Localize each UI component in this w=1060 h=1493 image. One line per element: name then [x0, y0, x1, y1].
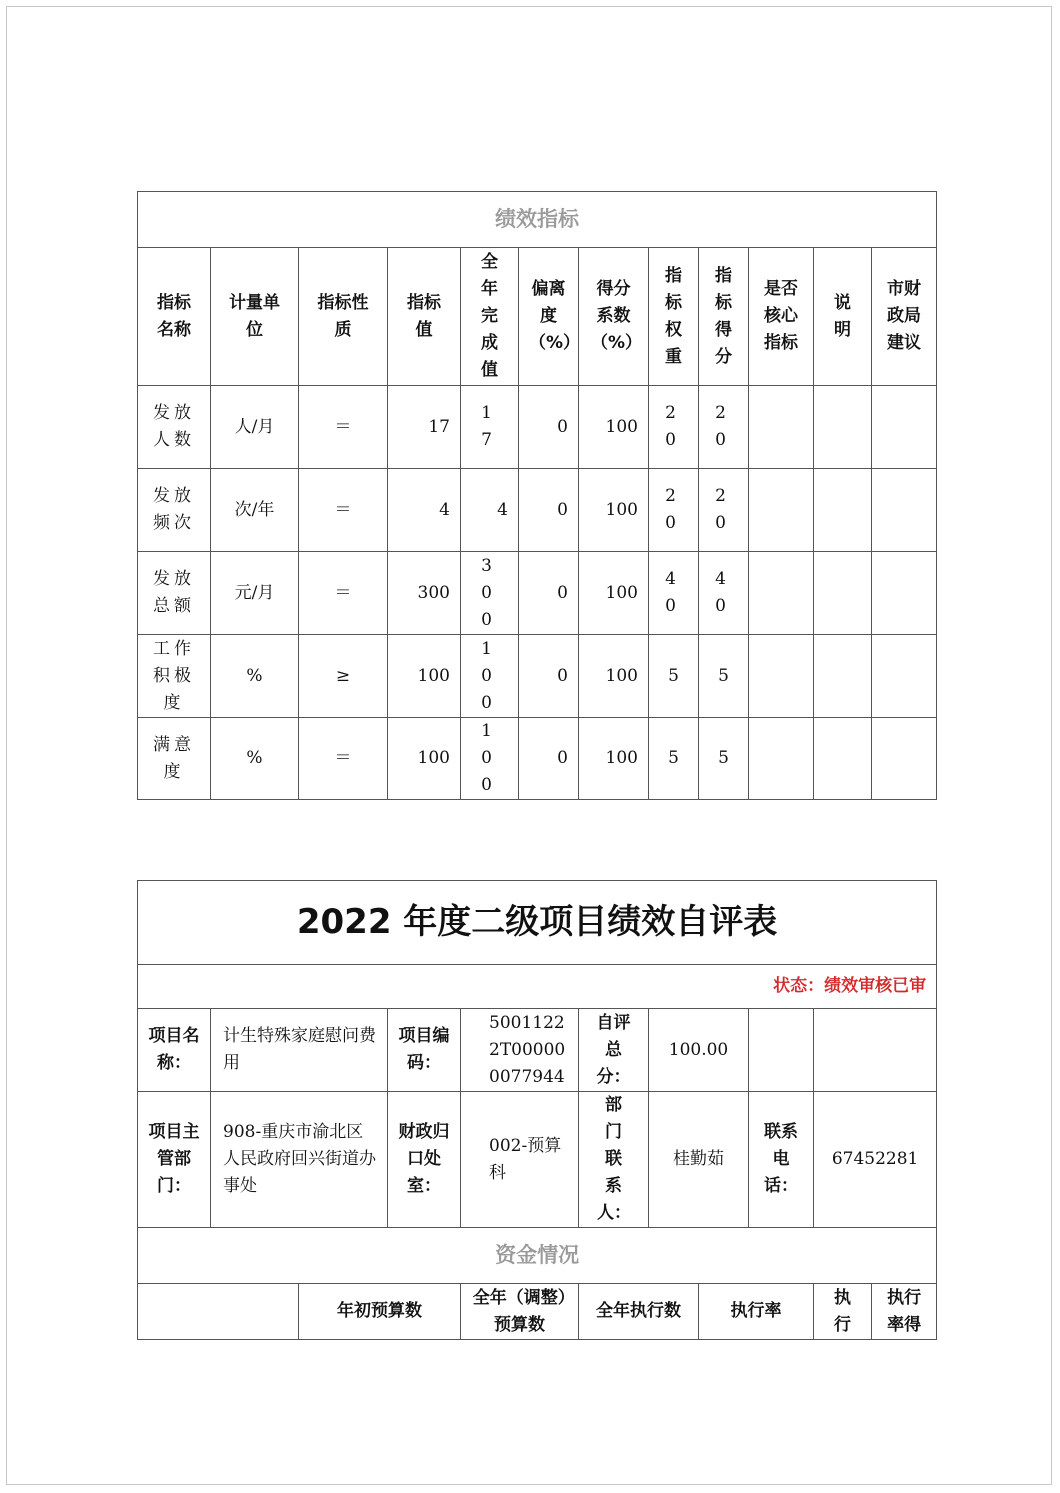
indicator-coefficient: 100	[579, 552, 649, 635]
self-evaluation-form-table	[137, 880, 937, 1340]
indicator-deviation: 0	[519, 718, 579, 800]
indicator-note	[814, 552, 872, 635]
empty-cell	[749, 1009, 814, 1092]
indicator-core	[749, 718, 814, 800]
contact-value: 桂勤茹	[649, 1092, 749, 1228]
table-row	[138, 552, 937, 635]
table-row	[138, 386, 937, 469]
status-badge: 状态：绩效审核已审	[138, 965, 937, 1009]
indicator-advice	[872, 469, 937, 552]
indicator-nature: ＝	[299, 469, 388, 552]
funds-header-executed: 全年执行数	[579, 1284, 699, 1340]
indicator-score: 5	[699, 718, 749, 800]
project-code-label: 项目编码：	[388, 1009, 461, 1092]
indicator-advice	[872, 552, 937, 635]
funds-header-execution-rate: 执行率	[699, 1284, 814, 1340]
indicator-deviation: 0	[519, 469, 579, 552]
header-score-coefficient: 得分系数（%）	[579, 248, 649, 386]
indicator-core	[749, 386, 814, 469]
header-is-core: 是否核心指标	[749, 248, 814, 386]
department-info-row	[138, 1092, 937, 1228]
indicator-score: 20	[699, 386, 749, 469]
project-name-label: 项目名称：	[138, 1009, 211, 1092]
indicator-note	[814, 718, 872, 800]
performance-header-row	[138, 248, 937, 386]
indicator-unit: 人/月	[211, 386, 299, 469]
indicator-unit: %	[211, 635, 299, 718]
indicator-actual: 100	[461, 718, 519, 800]
table-row	[138, 635, 937, 718]
funds-header-execution-rate-score: 执行率得	[872, 1284, 937, 1340]
indicator-unit: %	[211, 718, 299, 800]
indicator-score: 5	[699, 635, 749, 718]
contact-label: 部门联系人：	[579, 1092, 649, 1228]
indicator-nature: ＝	[299, 718, 388, 800]
table-row	[138, 718, 937, 800]
section-title-performance: 绩效指标	[138, 192, 937, 248]
self-score-label: 自评总分：	[579, 1009, 649, 1092]
indicator-weight: 20	[649, 469, 699, 552]
indicator-coefficient: 100	[579, 635, 649, 718]
header-actual-value: 全年完成值	[461, 248, 519, 386]
indicator-score: 20	[699, 469, 749, 552]
indicator-core	[749, 469, 814, 552]
indicator-note	[814, 469, 872, 552]
indicator-name: 工作积极度	[138, 635, 211, 718]
indicator-coefficient: 100	[579, 386, 649, 469]
indicator-weight: 5	[649, 635, 699, 718]
project-name-value: 计生特殊家庭慰问费用	[211, 1009, 388, 1092]
header-target-value: 指标值	[388, 248, 461, 386]
header-nature: 指标性质	[299, 248, 388, 386]
indicator-actual: 4	[461, 469, 519, 552]
project-code-value: 50011222T000000077944	[461, 1009, 579, 1092]
indicator-weight: 40	[649, 552, 699, 635]
indicator-weight: 5	[649, 718, 699, 800]
indicator-deviation: 0	[519, 635, 579, 718]
funds-header-execution: 执行	[814, 1284, 872, 1340]
finance-office-label: 财政归口处室：	[388, 1092, 461, 1228]
indicator-name: 满意度	[138, 718, 211, 800]
phone-label: 联系电话：	[749, 1092, 814, 1228]
indicator-target: 100	[388, 718, 461, 800]
indicator-nature: ＝	[299, 552, 388, 635]
dept-label: 项目主管部门：	[138, 1092, 211, 1228]
document-page	[6, 6, 1052, 1485]
indicator-core	[749, 635, 814, 718]
table-row	[138, 469, 937, 552]
indicator-score: 40	[699, 552, 749, 635]
indicator-actual: 17	[461, 386, 519, 469]
header-indicator-score: 指标得分	[699, 248, 749, 386]
self-score-value: 100.00	[649, 1009, 749, 1092]
empty-cell	[814, 1009, 937, 1092]
indicator-coefficient: 100	[579, 718, 649, 800]
header-weight: 指标权重	[649, 248, 699, 386]
indicator-deviation: 0	[519, 386, 579, 469]
funds-header-adjusted-budget: 全年（调整）预算数	[461, 1284, 579, 1340]
section-title-funds: 资金情况	[138, 1228, 937, 1284]
finance-office-value: 002-预算科	[461, 1092, 579, 1228]
header-finance-advice: 市财政局建议	[872, 248, 937, 386]
indicator-name: 发放总额	[138, 552, 211, 635]
header-indicator-name: 指标名称	[138, 248, 211, 386]
indicator-nature: ＝	[299, 386, 388, 469]
indicator-actual: 300	[461, 552, 519, 635]
header-note: 说明	[814, 248, 872, 386]
indicator-target: 4	[388, 469, 461, 552]
form-title: 2022 年度二级项目绩效自评表	[138, 881, 937, 965]
header-unit: 计量单位	[211, 248, 299, 386]
indicator-nature: ≥	[299, 635, 388, 718]
performance-indicator-table	[137, 191, 937, 800]
indicator-name: 发放人数	[138, 386, 211, 469]
indicator-name: 发放频次	[138, 469, 211, 552]
indicator-unit: 次/年	[211, 469, 299, 552]
indicator-note	[814, 386, 872, 469]
indicator-core	[749, 552, 814, 635]
indicator-deviation: 0	[519, 552, 579, 635]
indicator-unit: 元/月	[211, 552, 299, 635]
funds-header-blank	[138, 1284, 299, 1340]
indicator-actual: 100	[461, 635, 519, 718]
indicator-weight: 20	[649, 386, 699, 469]
funds-header-initial-budget: 年初预算数	[299, 1284, 461, 1340]
dept-value: 908-重庆市渝北区人民政府回兴街道办事处	[211, 1092, 388, 1228]
indicator-coefficient: 100	[579, 469, 649, 552]
funds-header-row	[138, 1284, 937, 1340]
indicator-target: 17	[388, 386, 461, 469]
indicator-advice	[872, 386, 937, 469]
phone-value: 67452281	[814, 1092, 937, 1228]
indicator-target: 100	[388, 635, 461, 718]
header-deviation: 偏离度（%）	[519, 248, 579, 386]
indicator-advice	[872, 635, 937, 718]
indicator-note	[814, 635, 872, 718]
indicator-target: 300	[388, 552, 461, 635]
indicator-advice	[872, 718, 937, 800]
project-info-row	[138, 1009, 937, 1092]
